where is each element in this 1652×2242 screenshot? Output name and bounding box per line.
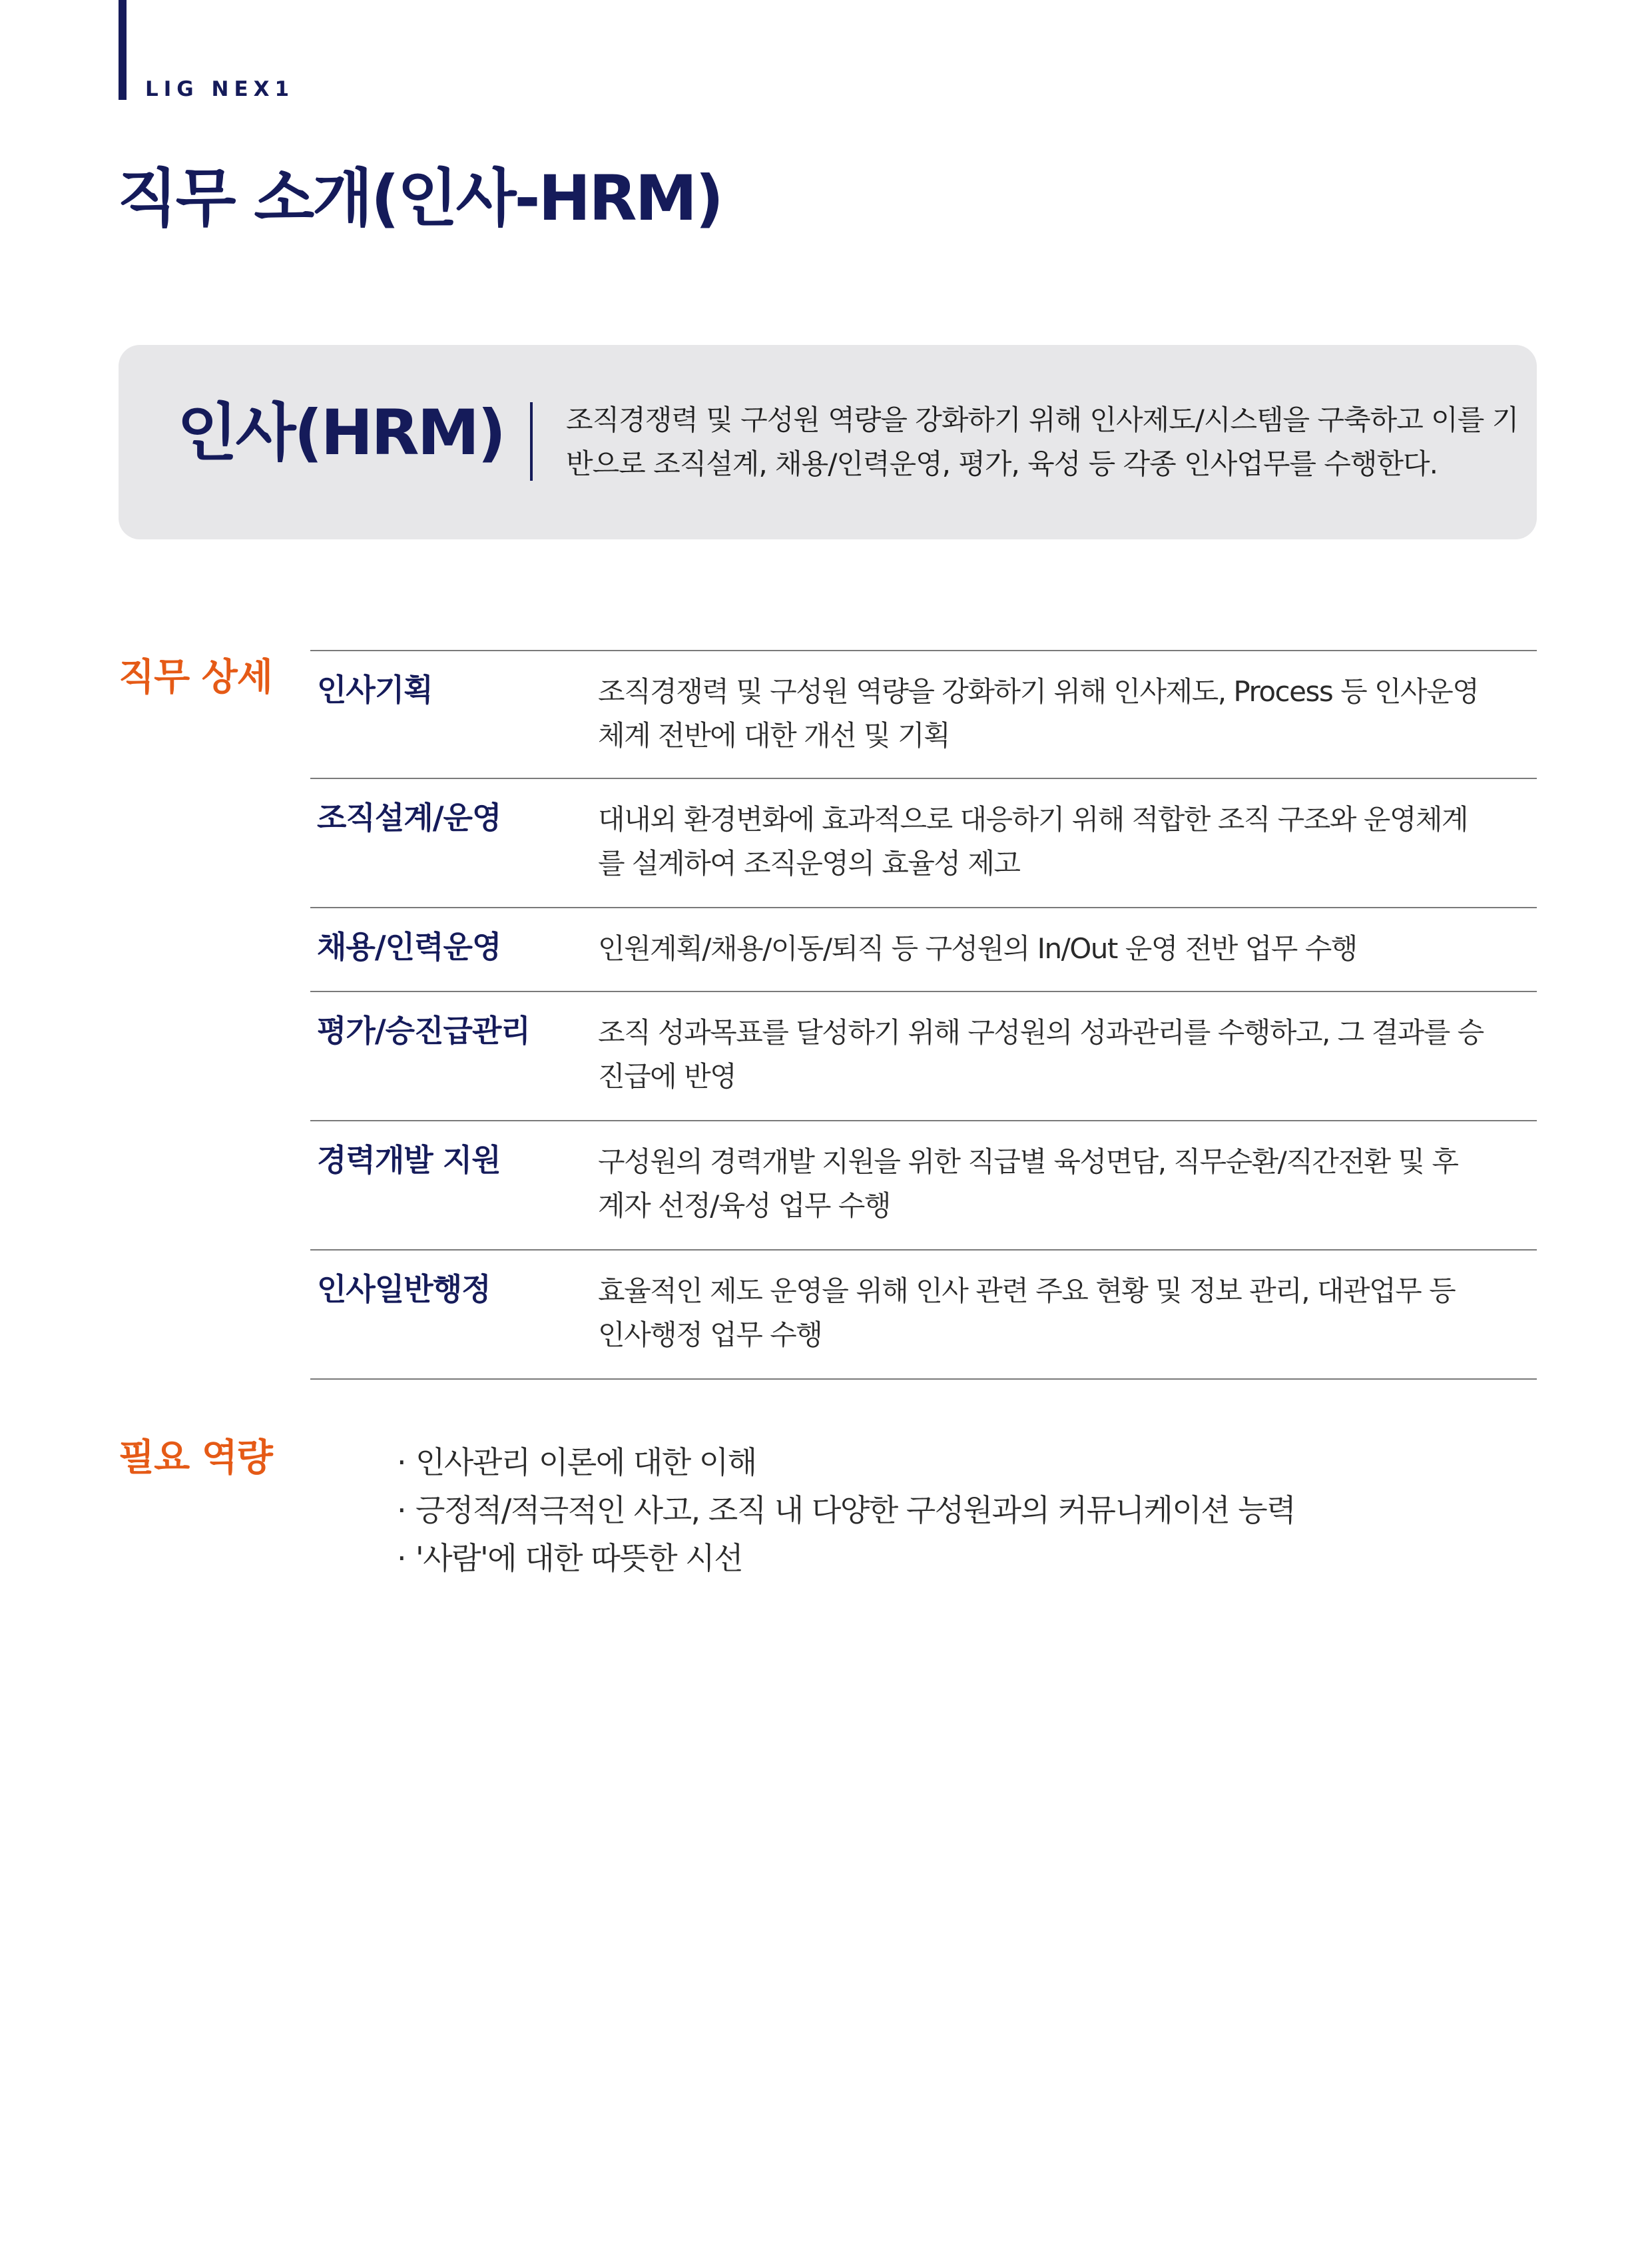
competency-list [397, 1438, 1295, 1582]
intro-description: 조직경쟁력 및 구성원 역량을 강화하기 위해 인사제도/시스템을 구축하고 이를 기반으로 조직설계, 채용/인력운영, 평가, 육성 등 각종 인사업무를 수행한다. [566, 404, 1519, 480]
job-detail-description: 조직경쟁력 및 구성원 역량을 강화하기 위해 인사제도, Process 등 인사운영체계 전반에 대한 개선 및 기획 [598, 675, 1479, 752]
job-detail-name: 채용/인력운영 [317, 929, 501, 965]
job-detail-name: 경력개발 지원 [317, 1142, 501, 1178]
job-detail-description: 인원계획/채용/이동/퇴직 등 구성원의 In/Out 운영 전반 업무 수행 [598, 932, 1357, 965]
table-row [310, 1121, 1537, 1251]
table-row [310, 1251, 1537, 1380]
job-detail-name: 인사기획 [317, 672, 433, 708]
intro-title: 인사(HRM) [177, 397, 505, 469]
job-detail-name: 평가/승진급관리 [317, 1013, 530, 1049]
job-detail-name: 인사일반행정 [317, 1271, 491, 1307]
job-detail-description: 대내외 환경변화에 효과적으로 대응하기 위해 적합한 조직 구조와 운영체계를 설계하여 조직운영의 효율성 제고 [598, 803, 1468, 880]
brand-accent-bar [119, 0, 127, 100]
table-row [310, 992, 1537, 1121]
table-row [310, 908, 1537, 992]
job-detail-name: 조직설계/운영 [317, 800, 501, 836]
brand-logo-text: LIG NEX1 [145, 77, 295, 101]
job-detail-description: 조직 성과목표를 달성하기 위해 구성원의 성과관리를 수행하고, 그 결과를 승진급에 반영 [598, 1016, 1484, 1093]
table-row [310, 651, 1537, 779]
job-detail-description: 구성원의 경력개발 지원을 위한 직급별 육성면담, 직무순환/직간전환 및 후계자 선정/육성 업무 수행 [598, 1145, 1458, 1222]
job-detail-description: 효율적인 제도 운영을 위해 인사 관련 주요 현황 및 정보 관리, 대관업무 등 인사행정 업무 수행 [598, 1274, 1456, 1351]
table-row [310, 779, 1537, 908]
intro-divider [530, 402, 533, 481]
job-detail-table [310, 650, 1537, 1380]
section-label-competencies: 필요 역량 [119, 1436, 272, 1480]
page-title: 직무 소개(인사-HRM) [117, 162, 722, 235]
list-item: · '사람'에 대한 따뜻한 시선 [397, 1534, 1295, 1582]
list-item: · 인사관리 이론에 대한 이해 [397, 1438, 1295, 1486]
list-item: · 긍정적/적극적인 사고, 조직 내 다양한 구성원과의 커뮤니케이션 능력 [397, 1486, 1295, 1534]
section-label-job-details: 직무 상세 [119, 656, 272, 699]
